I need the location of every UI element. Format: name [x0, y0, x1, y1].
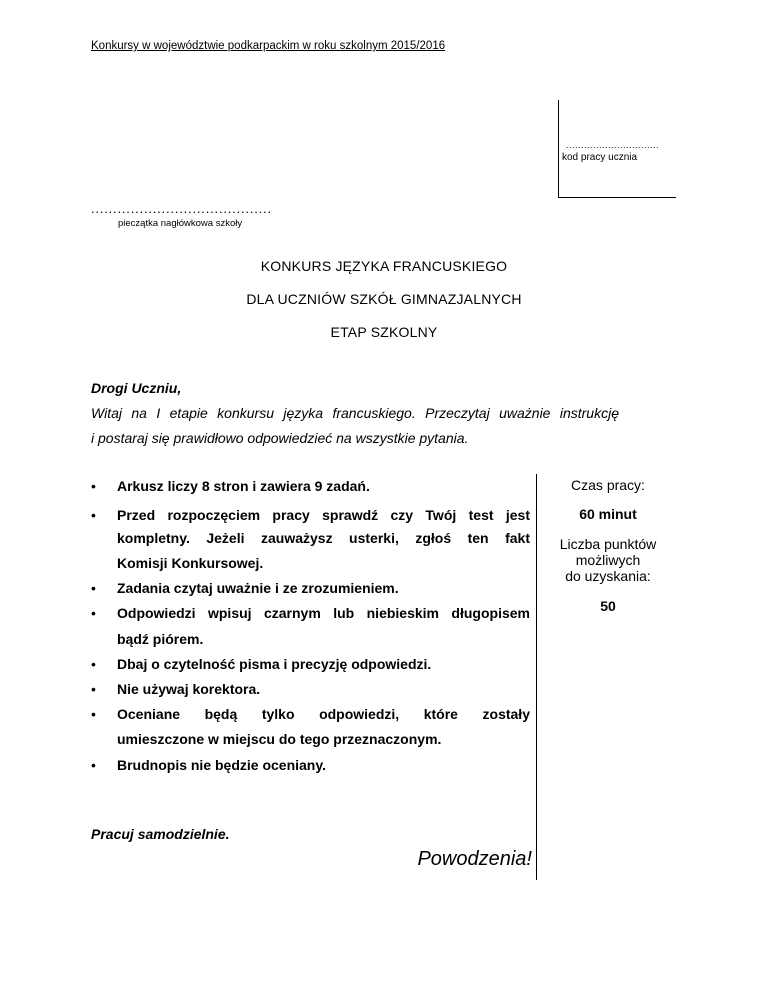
title-audience: DLA UCZNIÓW SZKÓŁ GIMNAZJALNYCH [246, 291, 522, 307]
instruction-legibility: Dbaj o czytelność pisma i precyzję odpowiedzi. [117, 656, 432, 672]
bullet: • [91, 681, 96, 697]
school-stamp-dots: ......................................... [91, 201, 272, 216]
time-label: Czas pracy: [571, 477, 645, 493]
points-label-line-1: Liczba punktów [559, 536, 657, 552]
instruction-grading-line-1: Oceniane będą tylko odpowiedzi, które zostały [117, 706, 530, 722]
student-code-dots: ............................... [566, 140, 660, 150]
instruction-pen-line-1: Odpowiedzi wpisuj czarnym lub niebieskim długopisem [117, 605, 530, 621]
title-contest: KONKURS JĘZYKA FRANCUSKIEGO [260, 258, 508, 274]
greeting: Drogi Uczniu, [91, 380, 182, 396]
points-value: 50 [600, 598, 616, 614]
points-label-line-3: do uzyskania: [565, 568, 651, 584]
title-stage: ETAP SZKOLNY [330, 324, 438, 340]
bullet: • [91, 706, 96, 722]
instruction-grading-line-2: umieszczone w miejscu do tego przeznaczonym. [117, 731, 442, 747]
time-value: 60 minut [579, 506, 637, 522]
instruction-check-line-3: Komisji Konkursowej. [117, 555, 264, 571]
column-divider [536, 474, 537, 880]
bullet: • [91, 507, 96, 523]
instruction-check-line-1: Przed rozpoczęciem pracy sprawdź czy Twój test jest [117, 507, 530, 523]
bullet: • [91, 656, 96, 672]
instruction-pen-line-2: bądź piórem. [117, 631, 204, 647]
points-label-line-2: możliwych [575, 552, 641, 568]
instruction-read: Zadania czytaj uważnie i ze zrozumieniem. [117, 580, 399, 596]
bullet: • [91, 605, 96, 621]
work-alone-note: Pracuj samodzielnie. [91, 826, 230, 842]
student-code-label: kod pracy ucznia [562, 152, 638, 163]
instruction-no-correction: Nie używaj korektora. [117, 681, 261, 697]
intro-line-2: i postaraj się prawidłowo odpowiedzieć na wszystkie pytania. [91, 430, 469, 446]
bullet: • [91, 757, 96, 773]
instruction-check-line-2: kompletny. Jeżeli zauważysz usterki, zgłoś ten fakt [117, 530, 530, 546]
bullet: • [91, 580, 96, 596]
contest-header: Konkursy w województwie podkarpackim w roku szkolnym 2015/2016 [91, 40, 446, 52]
bullet: • [91, 478, 96, 494]
intro-line-1: Witaj na I etapie konkursu języka francuskiego. Przeczytaj uważnie instrukcję [91, 405, 619, 421]
good-luck-note: Powodzenia! [417, 848, 532, 870]
instruction-pages: Arkusz liczy 8 stron i zawiera 9 zadań. [117, 478, 370, 494]
instruction-draft: Brudnopis nie będzie oceniany. [117, 757, 326, 773]
school-stamp-label: pieczątka nagłówkowa szkoły [118, 218, 243, 229]
